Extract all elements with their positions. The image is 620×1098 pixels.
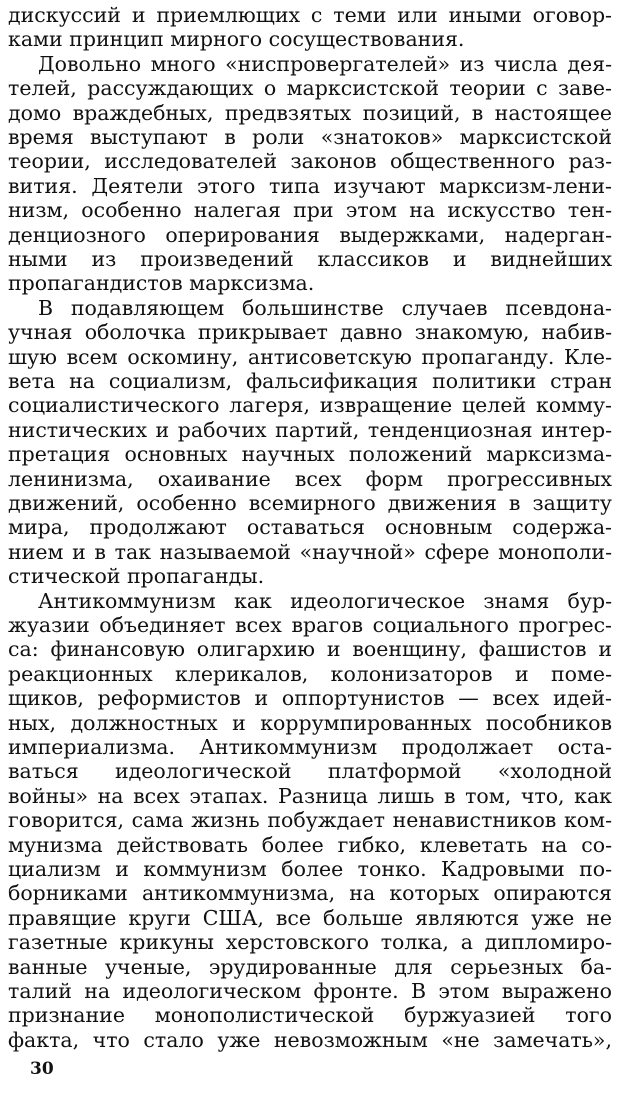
text-line: движений, особенно всемирного движения в защиту (8, 491, 612, 515)
text-line: социалистического лагеря, извращение целей комму- (8, 393, 612, 418)
text-line: газетные крикуны херстовского толка, а дипломиро- (8, 930, 612, 955)
text-line: мунизма действовать более гибко, клеветать на со- (8, 832, 612, 857)
text-line: стической пропаганды. (8, 564, 265, 589)
text-line: Антикоммунизм как идеологическое знамя бур- (38, 588, 612, 613)
text-line: говорится, сама жизнь побуждает ненавистников ком- (8, 808, 612, 833)
text-line: реакционных клерикалов, колонизаторов и поме- (8, 661, 612, 686)
text-line: войны» на всех этапах. Разница лишь в том, что, как (8, 783, 612, 808)
text-line: циализм и коммунизм более тонко. Кадровыми по- (8, 857, 612, 881)
text-line: правящие круги США, все больше являются уже не (8, 905, 612, 930)
text-line: В подавляющем большинстве случаев псевдона- (38, 295, 612, 320)
text-line: империализма. Антикоммунизм продолжает оста- (8, 735, 612, 759)
text-line: талий на идеологическом фронте. В этом выражено (8, 979, 612, 1003)
text-line: учная оболочка прикрывает давно знакомую, набив- (8, 320, 612, 345)
text-line: жуазии объединяет всех врагов социального прогрес- (8, 613, 612, 637)
text-line: шую всем оскомину, антисоветскую пропаганду. Кле- (8, 344, 612, 369)
text-line: теории, исследователей законов общественного раз- (8, 149, 612, 174)
text-line: щиков, реформистов и оппортунистов — всех идей- (8, 686, 612, 711)
text-line: ленинизма, охаивание всех форм прогрессивных (8, 466, 612, 491)
text-line: мира, продолжают оставаться основным содержа- (8, 515, 612, 540)
text-line: ванные ученые, эрудированные для серьезных ба- (8, 954, 612, 979)
page-number: 30 (30, 1059, 54, 1079)
text-line: ваться идеологической платформой «холодной (8, 759, 612, 784)
text-line: низм, особенно налегая при этом на искусство тен- (8, 198, 612, 223)
text-line: ными из произведений классиков и виднейших (8, 247, 612, 271)
book-page (8, 0, 612, 1098)
text-line: признание монополистической буржуазией того (8, 1003, 612, 1028)
text-line: Довольно много «ниспровергателей» из числа дея- (38, 51, 612, 76)
text-line: пропагандистов марксизма. (8, 271, 315, 296)
text-line: домо враждебных, предвзятых позиций, в настоящее (8, 100, 612, 125)
text-line: денциозного оперирования выдержками, надерган- (8, 222, 612, 247)
text-line: ных, должностных и коррумпированных пособников (8, 710, 612, 735)
text-line: вета на социализм, фальсификация политики стран (8, 369, 612, 393)
text-line: нием и в так называемой «научной» сфере монополи- (8, 539, 612, 564)
text-line: телей, рассуждающих о марксистской теории с заве- (8, 76, 612, 101)
text-line: дискуссий и приемлющих с теми или иными оговор- (8, 3, 612, 27)
text-line: борниками антикоммунизма, на которых опираются (8, 881, 612, 906)
text-line: ками принцип мирного сосуществования. (8, 27, 465, 52)
text-line: претация основных научных положений марксизма- (8, 442, 612, 467)
text-line: время выступают в роли «знатоков» марксистской (8, 125, 612, 149)
text-line: факта, что стало уже невозможным «не замечать», (8, 1027, 612, 1052)
text-line: вития. Деятели этого типа изучают марксизм-лени- (8, 173, 612, 198)
text-line: са: финансовую олигархию и военщину, фашистов и (8, 637, 612, 662)
text-line: нистических и рабочих партий, тенденциозная интер- (8, 417, 612, 442)
